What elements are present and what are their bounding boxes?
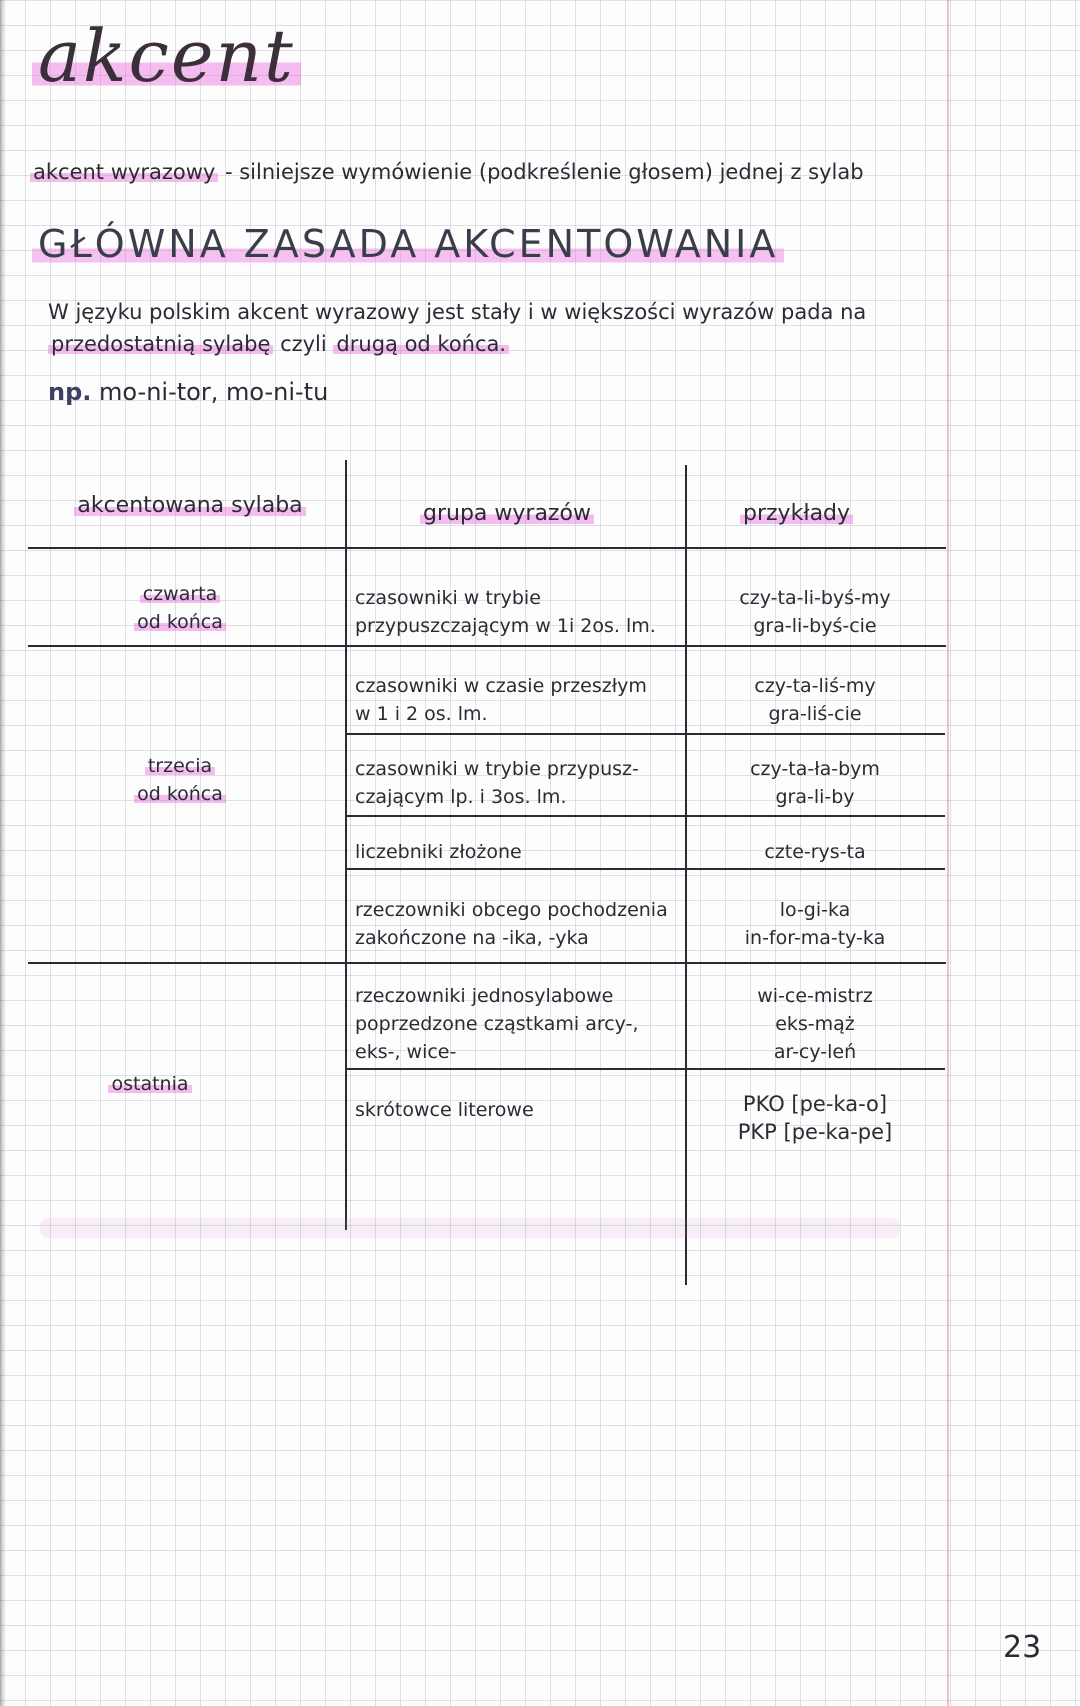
table-row-rule-1 <box>345 733 945 735</box>
table-row-examples: czte-rys-ta <box>764 841 866 863</box>
syllable-third: trzecia od końca <box>60 752 300 808</box>
section-heading: GŁÓWNA ZASADA AKCENTOWANIA <box>32 222 784 266</box>
table-group-rule-2 <box>28 962 946 964</box>
page-binding-shadow <box>0 0 6 1706</box>
example-prefix: np. <box>48 378 92 406</box>
rule-paragraph <box>48 296 898 360</box>
rule-highlight-second-from-end: drugą od końca. <box>333 332 509 356</box>
table-row-examples: wi-ce-mistrz eks-mąż ar-cy-leń <box>757 985 873 1063</box>
definition-term: akcent wyrazowy <box>30 160 218 184</box>
rule-line-2 <box>48 328 898 360</box>
table-row: czasowniki w trybie przypuszczającym w 1i 2os. lm. <box>355 587 656 637</box>
table-col-divider-1 <box>345 460 347 1230</box>
table-row-examples: PKO [pe-ka-o] PKP [pe-ka-pe] <box>737 1092 893 1144</box>
example-line <box>48 378 328 406</box>
table-row-examples: czy-ta-liś-my gra-liś-cie <box>754 675 876 725</box>
syllable-last: ostatnia <box>40 1070 260 1098</box>
table-row-examples: lo-gi-ka in-for-ma-ty-ka <box>744 899 886 949</box>
table-row-examples: czy-ta-ła-bym gra-li-by <box>750 758 880 808</box>
rule-highlight-penultimate: przedostatnią sylabę <box>48 332 273 356</box>
table-col-divider-2 <box>685 465 687 1285</box>
table-row: liczebniki złożone <box>355 841 522 863</box>
page-title: akcent <box>32 14 301 98</box>
table-header-syllable: akcentowana sylaba <box>60 492 320 520</box>
definition-text: - silniejsze wymówienie (podkreślenie głosem) jednej z sylab <box>224 160 864 184</box>
table-row: rzeczowniki jednosylabowe poprzedzone cząstkami arcy-, eks-, wice- <box>355 985 639 1063</box>
rule-line-1: W języku polskim akcent wyrazowy jest stały i w większości wyrazów pada na <box>48 300 867 324</box>
definition <box>30 160 930 184</box>
table-group-rule-1 <box>28 645 946 647</box>
page-number: 23 <box>1003 1630 1042 1665</box>
table-row: rzeczowniki obcego pochodzenia zakończone na -ika, -yka <box>355 899 668 949</box>
syllable-fourth: czwarta od końca <box>60 580 300 636</box>
faint-back-page-smudge <box>40 1218 900 1238</box>
table-row-rule-4 <box>345 1068 945 1070</box>
rule-middle-word: czyli <box>280 332 327 356</box>
table-row: skrótowce literowe <box>355 1099 534 1121</box>
margin-line <box>947 0 949 1706</box>
table-row-rule-3 <box>345 868 945 870</box>
table-row: czasowniki w czasie przeszłym w 1 i 2 os. lm. <box>355 675 647 725</box>
table-row: czasowniki w trybie przypusz- czającym lp. i 3os. lm. <box>355 758 639 808</box>
table-row-rule-2 <box>345 815 945 817</box>
example-text: mo-ni-tor, mo-ni-tu <box>99 378 329 406</box>
table-header-rule <box>28 547 946 549</box>
table-row-examples: czy-ta-li-byś-my gra-li-byś-cie <box>739 587 891 637</box>
table-header-examples: przykłady <box>740 500 853 528</box>
table-header-group: grupa wyrazów <box>420 500 594 528</box>
